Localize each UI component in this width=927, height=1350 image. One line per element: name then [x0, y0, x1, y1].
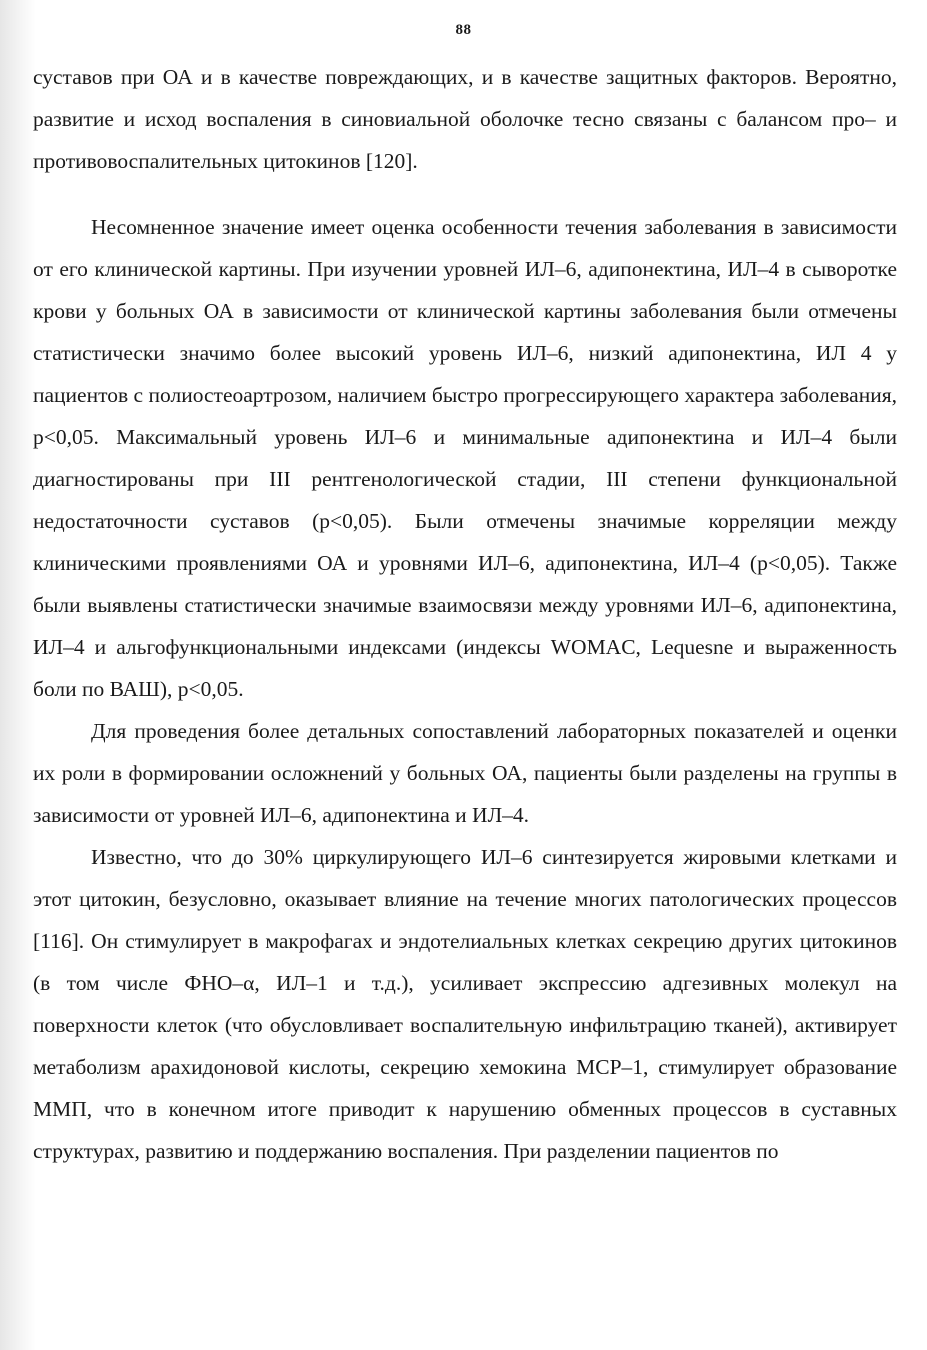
page-number: 88 — [455, 22, 472, 38]
paragraph-il6-role: Известно, что до 30% циркулирующего ИЛ–6 синтезируется жировыми клетками и этот цитокин, безусловно, оказывает влияние на течение многих патологических процессов [116]. Он стимулирует в макрофагах и эндотелиальных клетках секрецию других цитокинов (в том числе ФНО–α, ИЛ–1 и т.д.), усиливает экспрессию адгезивных молекул на поверхности клеток (что обусловливает воспалительную инфильтрацию тканей), активирует метаболизм арахидоновой кислоты, секрецию хемокина МСР–1, стимулирует образование ММП, что в конечном итоге приводит к нарушению обменных процессов в суставных структурах, развитию и поддержанию воспаления. При разделении пациентов по — [33, 845, 897, 1163]
paragraph-continuation: суставов при ОА и в качестве повреждающих, и в качестве защитных факторов. Вероятно, развитие и исход воспаления в синовиальной оболочке тесно связаны с балансом про– и противовоспалительных цитокинов [120]. — [33, 65, 897, 173]
page-body — [33, 56, 897, 1172]
scan-edge-shadow — [0, 0, 36, 1350]
paragraph-clinical-picture: Несомненное значение имеет оценка особенности течения заболевания в зависимости от его клинической картины. При изучении уровней ИЛ–6, адипонектина, ИЛ–4 в сыворотке крови у больных ОА в зависимости от клинической картины заболевания были отмечены статистически значимо более высокий уровень ИЛ–6, низкий адипонектина, ИЛ 4 у пациентов с полиостеоартрозом, наличием быстро прогрессирующего характера заболевания, p<0,05. Максимальный уровень ИЛ–6 и минимальные адипонектина и ИЛ–4 были диагностированы при III рентгенологической стадии, III степени функциональной недостаточности суставов (р<0,05). Были отмечены значимые корреляции между клиническими проявлениями ОА и уровнями ИЛ–6, адипонектина, ИЛ–4 (р<0,05). Также были выявлены статистически значимые взаимосвязи между уровнями ИЛ–6, адипонектина, ИЛ–4 и альгофункциональными индексами (индексы WOMAC, Lequesne и выраженность боли по ВАШ), p<0,05. — [33, 215, 897, 701]
paragraph-group-division: Для проведения более детальных сопоставлений лабораторных показателей и оценки их роли в формировании осложнений у больных ОА, пациенты были разделены на группы в зависимости от уровней ИЛ–6, адипонектина и ИЛ–4. — [33, 719, 897, 827]
